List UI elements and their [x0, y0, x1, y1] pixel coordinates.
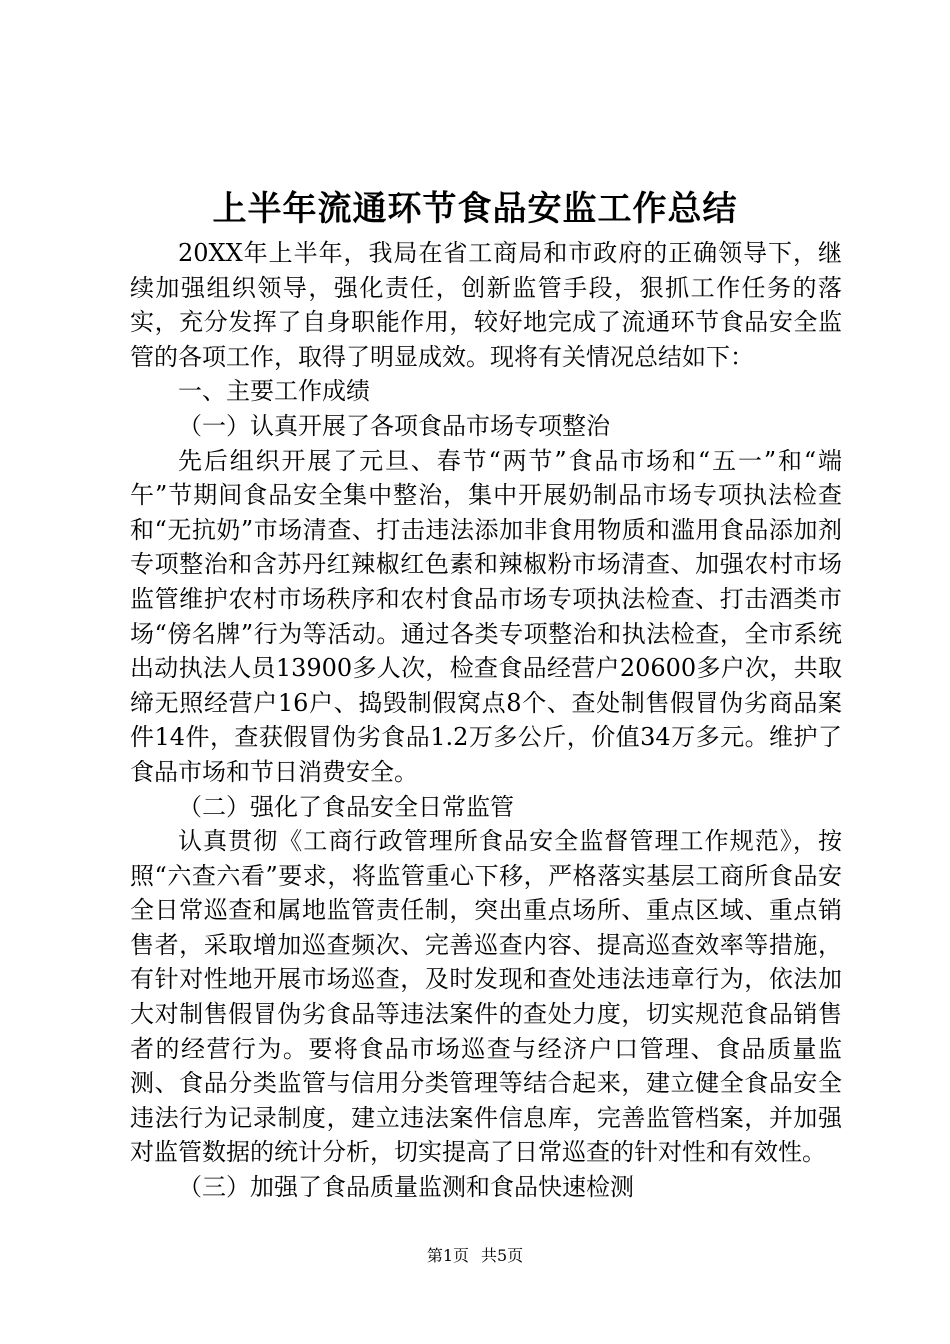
page-number: 第1页: [426, 1246, 469, 1265]
section-heading-main-achievements: 一、主要工作成绩: [178, 377, 370, 406]
intro-paragraph: 20XX年上半年，我局在省工商局和市政府的正确领导下，继续加强组织领导，强化责任，创新监管手段，狠抓工作任务的落实，充分发挥了自身职能作用，较好地完成了流通环节食品安全监管的各项工作，取得了明显成效。现将有关情况总结如下：: [130, 239, 842, 371]
document-body: [130, 236, 842, 1205]
page-total: 共5页: [481, 1246, 524, 1265]
subsection-heading-quality-monitoring: （三）加强了食品质量监测和食品快速检测: [178, 1173, 634, 1202]
special-rectification-paragraph: 先后组织开展了元旦、春节“两节”食品市场和“五一”和“端午”节期间食品安全集中整治，集中开展奶制品市场专项执法检查和“无抗奶”市场清查、打击违法添加非食用物质和滥用食品添加剂专项整治和含苏丹红辣椒红色素和辣椒粉市场清查、加强农村市场监管维护农村市场秩序和农村食品市场专项执法检查、打击酒类市场“傍名牌”行为等活动。通过各类专项整治和执法检查，全市系统出动执法人员13900多人次，检查食品经营户20600多户次，共取缔无照经营户16户、捣毁制假窝点8个、查处制售假冒伪劣商品案件14件，查获假冒伪劣食品1.2万多公斤，价值34万多元。维护了食品市场和节日消费安全。: [130, 446, 842, 786]
page-footer: [0, 1245, 950, 1267]
document-title: 上半年流通环节食品安监工作总结: [212, 189, 738, 229]
subsection-heading-daily-supervision: （二）强化了食品安全日常监管: [178, 792, 514, 821]
subsection-heading-special-rectification: （一）认真开展了各项食品市场专项整治: [178, 411, 610, 440]
daily-supervision-paragraph: 认真贯彻《工商行政管理所食品安全监督管理工作规范》，按照“六查六看”要求，将监管重心下移，严格落实基层工商所食品安全日常巡查和属地监管责任制，突出重点场所、重点区域、重点销售者，采取增加巡查频次、完善巡查内容、提高巡查效率等措施，有针对性地开展市场巡查，及时发现和查处违法违章行为，依法加大对制售假冒伪劣食品等违法案件的查处力度，切实规范食品销售者的经营行为。要将食品市场巡查与经济户口管理、食品质量监测、食品分类监管与信用分类管理等结合起来，建立健全食品安全违法行为记录制度，建立违法案件信息库，完善监管档案，并加强对监管数据的统计分析，切实提高了日常巡查的针对性和有效性。: [130, 827, 842, 1167]
